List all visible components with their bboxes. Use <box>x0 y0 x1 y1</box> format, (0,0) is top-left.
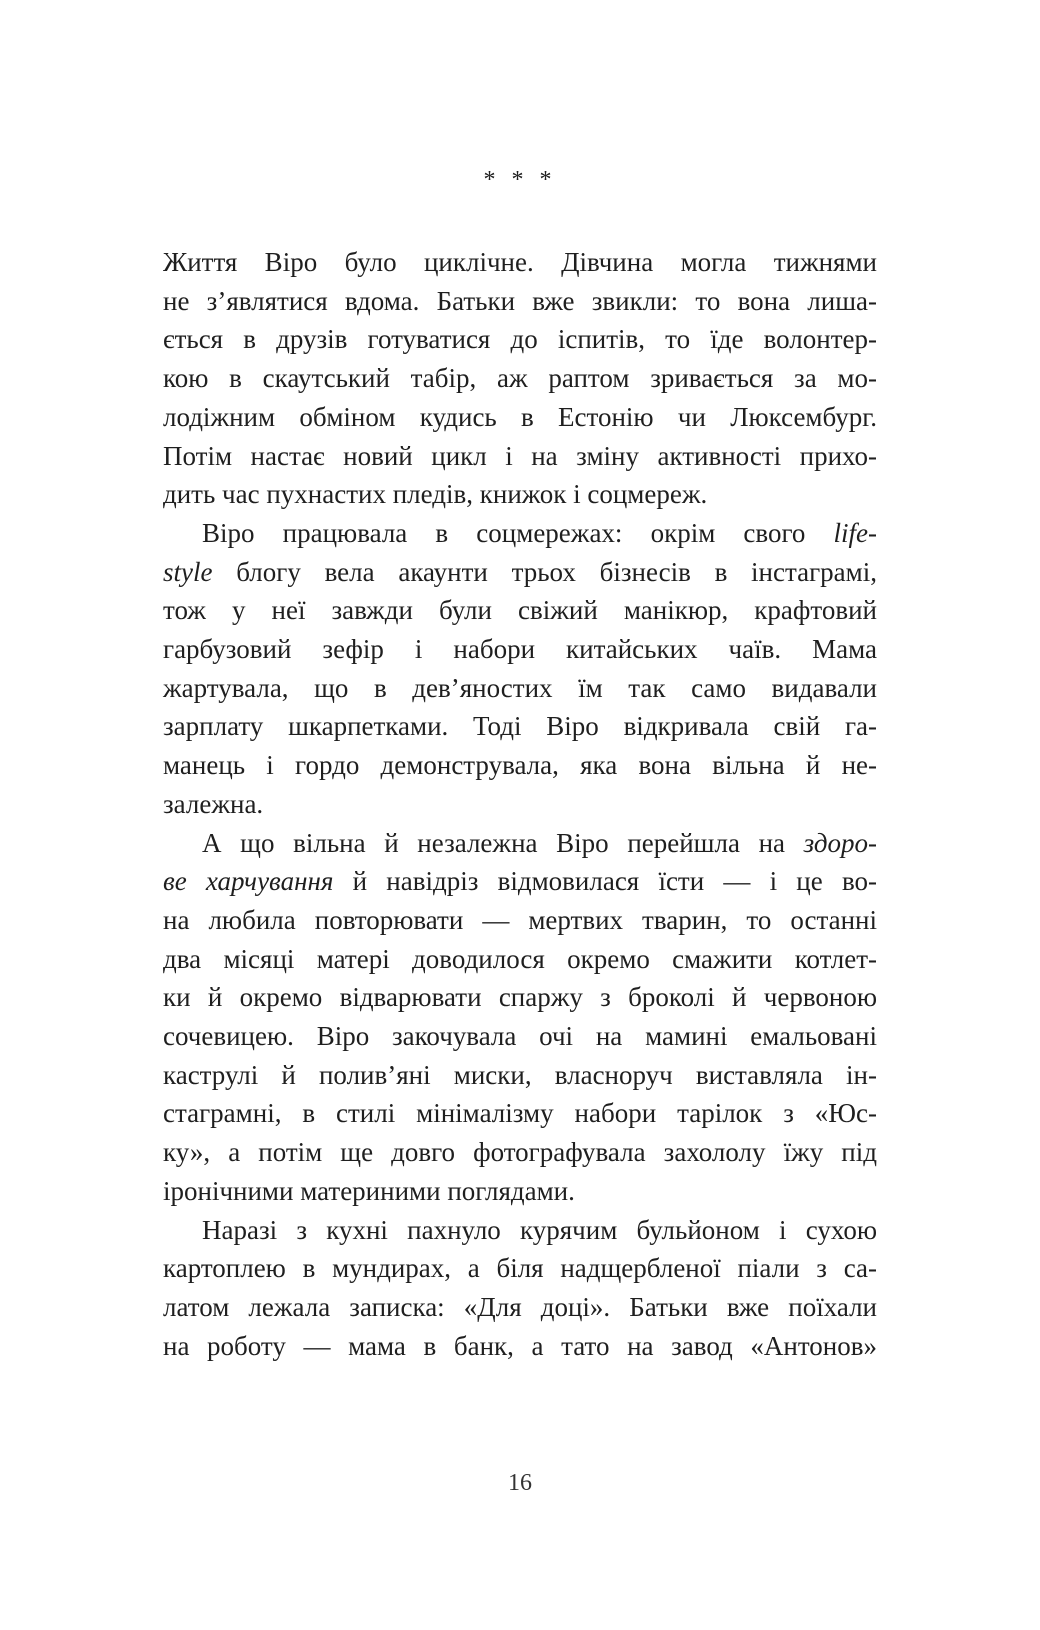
text-segment: два місяці матері доводилося окремо смажити котлет- <box>163 943 877 974</box>
italic-text-segment: ве харчування <box>163 866 334 897</box>
text-segment: гарбузовий зефір і набори китайських чаїв. Мама <box>163 634 877 665</box>
text-segment: картоплею в мундирах, а біля надщербленої піали з са- <box>163 1253 877 1284</box>
italic-text-segment: style <box>163 556 213 587</box>
text-line <box>163 1056 877 1095</box>
text-segment: на любила повторювати — мертвих тварин, то останні <box>163 904 877 935</box>
text-segment: ється в друзів готуватися до іспитів, то їде волонтер- <box>163 324 877 355</box>
text-segment: латом лежала записка: «Для доці». Батьки вже поїхали <box>163 1291 877 1322</box>
text-line <box>163 1094 877 1133</box>
text-segment: Віро працювала в соцмережах: окрім свого <box>202 517 834 548</box>
paragraph <box>163 1211 877 1366</box>
text-line <box>163 591 877 630</box>
text-line <box>163 1288 877 1327</box>
text-line <box>163 978 877 1017</box>
text-line <box>163 746 877 785</box>
paragraph <box>163 514 877 824</box>
text-segment: на роботу — мама в банк, а тато на завод «Антонов» <box>163 1330 877 1361</box>
text-segment: ку», а потім ще довго фотографувала захололу їжу під <box>163 1137 877 1168</box>
text-segment: тож у неї завжди були свіжий манікюр, крафтовий <box>163 595 877 626</box>
text-line <box>163 514 877 553</box>
text-segment: каструлі й полив’яні миски, власноруч виставляла ін- <box>163 1059 877 1090</box>
text-segment: Життя Віро було циклічне. Дівчина могла тижнями <box>163 247 877 277</box>
text-segment: стаграмні, в стилі мінімалізму набори тарілок з «Юс- <box>163 1098 877 1129</box>
text-line <box>163 630 877 669</box>
text-segment: кою в скаутський табір, аж раптом зривається за мо- <box>163 363 877 394</box>
text-segment: блогу вела акаунти трьох бізнесів в інстаграмі, <box>212 556 877 587</box>
text-line <box>163 282 877 321</box>
text-segment: зарплату шкарпетками. Тоді Віро відкривала свій га- <box>163 711 877 742</box>
paragraph <box>163 243 877 514</box>
text-line <box>163 475 877 514</box>
text-line <box>163 359 877 398</box>
text-line <box>163 320 877 359</box>
text-segment: не з’являтися вдома. Батьки вже звикли: то вона лиша- <box>163 285 877 316</box>
text-line <box>163 1327 877 1366</box>
text-segment: лодіжним обміном кудись в Естонію чи Люксембург. <box>163 401 877 432</box>
text-line <box>163 553 877 592</box>
text-line <box>163 862 877 901</box>
text-line <box>163 901 877 940</box>
text-block <box>163 243 877 1365</box>
text-line <box>163 785 877 824</box>
text-line <box>163 1172 877 1211</box>
text-segment: А що вільна й незалежна Віро перейшла на <box>202 827 804 858</box>
text-line <box>163 437 877 476</box>
italic-text-segment: здоро- <box>803 827 877 858</box>
text-segment: Наразі з кухні пахнуло курячим бульйоном і сухою <box>202 1214 877 1245</box>
text-segment: жартувала, що в дев’яностих їм так само видавали <box>163 672 877 703</box>
text-line <box>163 669 877 708</box>
text-line <box>163 1133 877 1172</box>
page-number: 16 <box>508 1470 532 1496</box>
paragraph <box>163 824 877 1211</box>
text-line <box>163 398 877 437</box>
text-segment: Потім настає новий цикл і на зміну активності прихо- <box>163 440 877 471</box>
text-line <box>163 1211 877 1250</box>
text-segment: й навідріз відмовилася їсти — і це во- <box>333 866 877 897</box>
text-line <box>163 1249 877 1288</box>
italic-text-segment: life- <box>833 517 877 548</box>
scene-break-separator: * * * <box>483 167 557 193</box>
text-segment: залежна. <box>163 788 264 819</box>
text-segment: дить час пухнастих пледів, книжок і соцмереж. <box>163 479 708 510</box>
text-line <box>163 243 877 282</box>
text-segment: іронічними материними поглядами. <box>163 1175 575 1206</box>
text-segment: сочевицею. Віро закочувала очі на мамині емальовані <box>163 1021 877 1052</box>
text-segment: манець і гордо демонструвала, яка вона вільна й не- <box>163 750 877 781</box>
text-line <box>163 707 877 746</box>
text-line <box>163 1017 877 1056</box>
text-line <box>163 940 877 979</box>
text-segment: ки й окремо відварювати спаржу з броколі й червоною <box>163 982 877 1013</box>
text-line <box>163 824 877 863</box>
